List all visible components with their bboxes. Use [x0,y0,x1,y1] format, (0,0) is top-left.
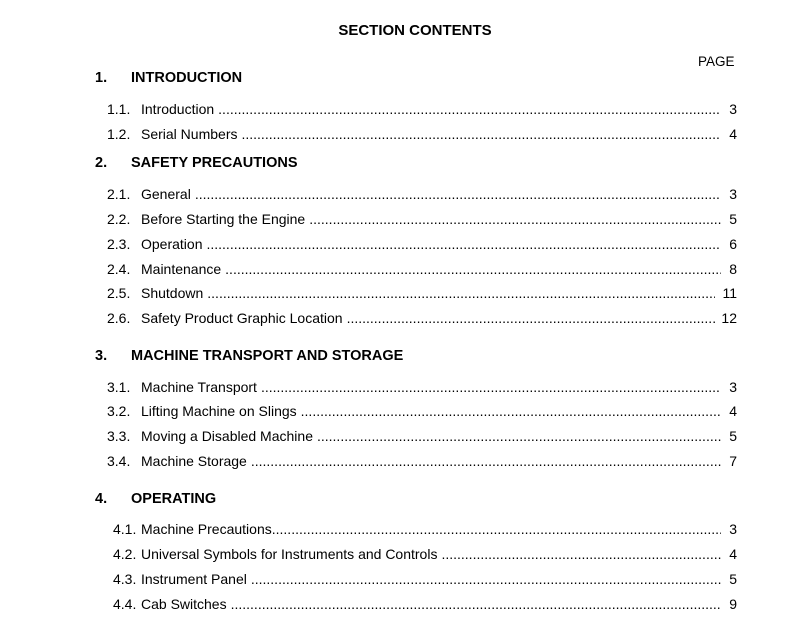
entry-page: 12 [721,310,737,326]
entry-number: 3.2. [107,403,131,419]
toc-entry[interactable] [107,427,737,445]
entry-page: 5 [729,211,737,227]
section-title: SAFETY PRECAUTIONS [131,155,298,171]
toc-entry[interactable] [107,185,737,203]
entry-title: Serial Numbers [141,126,241,142]
toc-entry[interactable] [107,452,737,470]
entry-title: Operation [141,236,206,252]
toc-entry[interactable] [107,520,737,538]
toc-entry[interactable] [107,570,737,588]
entry-page: 11 [722,285,737,301]
entry-number: 2.6. [107,310,131,326]
section-heading-machine-transport [95,348,403,364]
entry-number: 3.3. [107,428,131,444]
entry-title: Machine Transport [141,379,261,395]
section-number: 1. [95,70,108,86]
entry-title: Cab Switches [141,596,231,612]
entry-title: Shutdown [141,285,207,301]
entry-number: 2.2. [107,211,131,227]
section-heading-safety-precautions [95,155,298,171]
entry-title: Instrument Panel [141,571,251,587]
section-heading-operating [95,491,216,507]
toc-entry[interactable] [107,545,737,563]
toc-entry[interactable] [107,235,737,253]
entry-title: Safety Product Graphic Location [141,310,347,326]
entry-number: 2.5. [107,285,131,301]
section-number: 3. [95,348,108,364]
entry-page: 3 [729,379,737,395]
page-title: SECTION CONTENTS [338,22,492,39]
entry-title: Machine Storage [141,453,251,469]
toc-entry[interactable] [107,210,737,228]
entry-page: 3 [729,521,737,537]
toc-entry[interactable] [107,100,737,118]
toc-entry[interactable] [107,402,737,420]
section-title: OPERATING [131,491,217,507]
entry-page: 5 [729,571,737,587]
entry-number: 2.1. [107,186,131,202]
entry-number: 4.1. [113,521,137,537]
entry-page: 8 [729,261,737,277]
entry-page: 9 [729,596,737,612]
toc-entry[interactable] [107,378,737,396]
entry-number: 1.1. [107,101,131,117]
page-column-label: PAGE [698,54,735,69]
entry-number: 2.4. [107,261,131,277]
entry-page: 6 [729,236,737,252]
entry-page: 5 [729,428,737,444]
entry-page: 3 [729,186,737,202]
entry-number: 4.3. [113,571,137,587]
entry-title: Maintenance [141,261,225,277]
entry-page: 7 [729,453,737,469]
section-title: INTRODUCTION [131,70,243,86]
entry-title: Universal Symbols for Instruments and Controls [141,546,441,562]
toc-entry[interactable] [107,125,737,143]
entry-title: Moving a Disabled Machine [141,428,317,444]
entry-page: 4 [729,403,737,419]
entry-number: 4.2. [113,546,137,562]
entry-number: 3.1. [107,379,131,395]
section-heading-introduction [95,70,242,86]
toc-entry[interactable] [107,309,737,327]
section-number: 2. [95,155,108,171]
entry-number: 2.3. [107,236,131,252]
toc-entry[interactable] [107,595,737,613]
entry-number: 3.4. [107,453,131,469]
section-number: 4. [95,491,108,507]
toc-entry[interactable] [107,260,737,278]
section-title: MACHINE TRANSPORT AND STORAGE [131,348,404,364]
entry-page: 3 [729,101,737,117]
entry-title: Introduction [141,101,218,117]
entry-number: 4.4. [113,596,137,612]
toc-entry[interactable] [107,284,737,302]
entry-number: 1.2. [107,126,131,142]
entry-title: General [141,186,195,202]
entry-title: Machine Precautions [141,521,272,537]
entry-page: 4 [729,546,737,562]
entry-title: Before Starting the Engine [141,211,309,227]
entry-page: 4 [729,126,737,142]
entry-title: Lifting Machine on Slings [141,403,301,419]
